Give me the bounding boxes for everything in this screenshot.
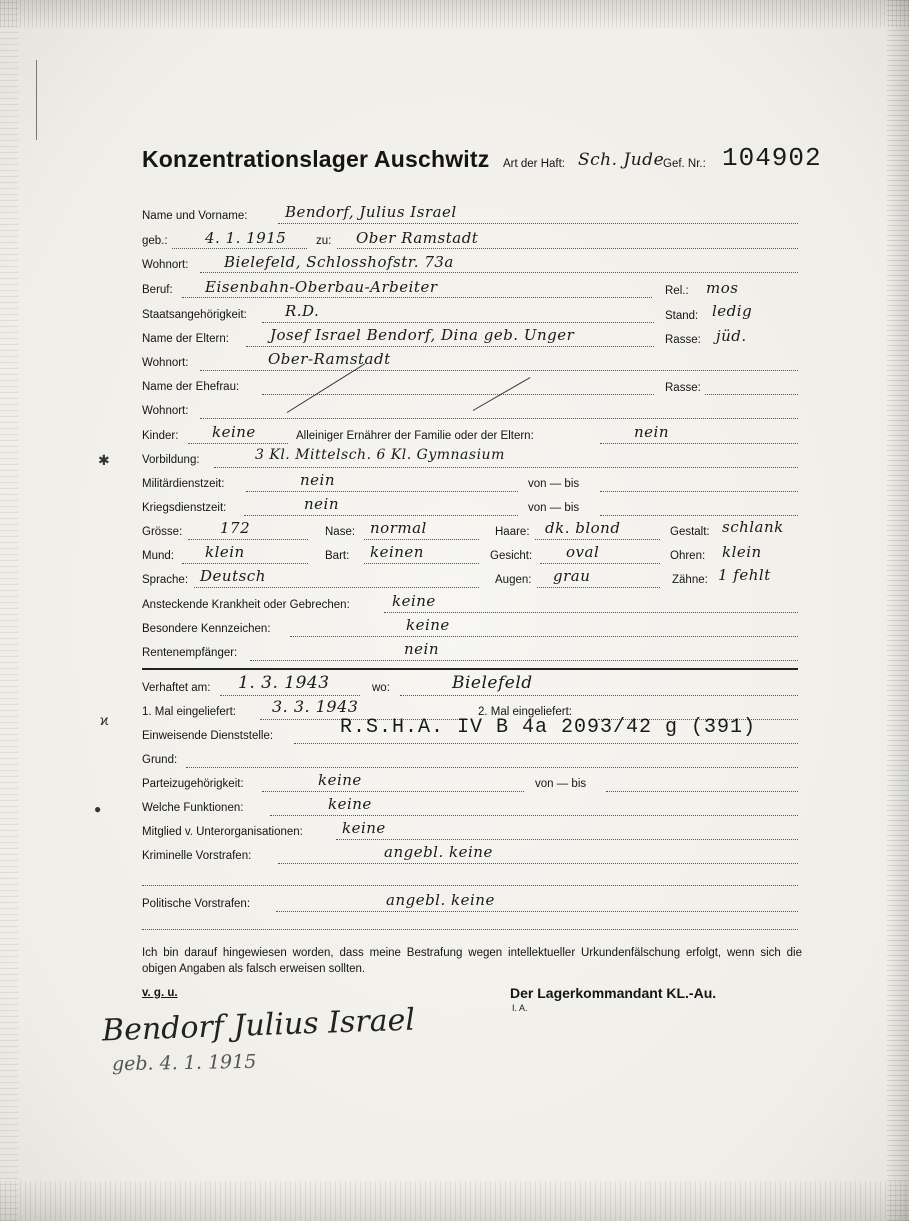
declaration-text: Ich bin darauf hingewiesen worden, dass meine Bestrafung wegen intellektueller Urkundenfälschung erfolgt, wenn sich die obigen Angaben als falsch erweisen sollten.	[142, 947, 802, 975]
ehefrau-wohnort-label: Wohnort:	[142, 405, 189, 417]
dotted-line	[250, 660, 798, 661]
nase-label: Nase:	[325, 526, 356, 538]
dotted-line	[262, 394, 654, 395]
dotted-line	[364, 539, 479, 540]
zu-value: Ober Ramstadt	[356, 229, 479, 247]
margin-mark: ϰ	[100, 712, 109, 728]
dotted-line	[364, 563, 479, 564]
ia-label: I. A.	[512, 1003, 528, 1013]
dotted-line	[194, 587, 479, 588]
militaer-label: Militärdienstzeit:	[142, 478, 225, 490]
vorbildung-label: Vorbildung:	[142, 454, 200, 466]
staats-label: Staatsangehörigkeit:	[142, 309, 247, 321]
bart-label: Bart:	[325, 550, 350, 562]
militaer-von-label: von — bis	[528, 478, 580, 490]
kommandant-label: Der Lagerkommandant KL.-Au.	[510, 985, 717, 1001]
margin-mark: ●	[94, 802, 102, 816]
dotted-line	[278, 223, 798, 224]
verhaftet-value: 1. 3. 1943	[238, 673, 330, 693]
gesicht-label: Gesicht:	[490, 550, 533, 562]
dotted-line	[200, 272, 798, 273]
rasse-label: Rasse:	[665, 334, 701, 346]
dotted-line	[540, 563, 660, 564]
dotted-line	[600, 515, 798, 516]
dotted-line	[336, 839, 798, 840]
dotted-line	[278, 863, 798, 864]
zaehne-label: Zähne:	[672, 574, 708, 586]
dotted-line	[244, 515, 518, 516]
rel-value: mos	[706, 279, 739, 297]
kennzeichen-label: Besondere Kennzeichen:	[142, 623, 271, 635]
grund-label: Grund:	[142, 754, 178, 766]
wo-value: Bielefeld	[452, 673, 533, 693]
eltern-wohnort-label: Wohnort:	[142, 357, 189, 369]
ernaehrer-value: nein	[634, 423, 669, 441]
militaer-value: nein	[300, 471, 335, 489]
krankheit-label: Ansteckende Krankheit oder Gebrechen:	[142, 599, 350, 611]
dotted-line	[200, 370, 798, 371]
wohnort-label: Wohnort:	[142, 259, 189, 271]
ohren-value: klein	[722, 543, 762, 561]
eltern-value: Josef Israel Bendorf, Dina geb. Unger	[270, 326, 575, 344]
signature-birthdate: geb. 4. 1. 1915	[111, 1050, 257, 1076]
augen-value: grau	[553, 567, 591, 585]
margin-line	[36, 60, 37, 140]
section-divider	[142, 668, 798, 670]
mal1-value: 3. 3. 1943	[272, 697, 359, 716]
nase-value: normal	[370, 519, 427, 537]
dotted-line	[537, 587, 660, 588]
margin-mark: ✱	[98, 452, 110, 468]
art-der-haft-value: Sch. Jude	[578, 150, 665, 170]
name-value: Bendorf, Julius Israel	[285, 203, 457, 221]
dotted-line	[276, 911, 798, 912]
dotted-line	[600, 491, 798, 492]
dienststelle-label: Einweisende Dienststelle:	[142, 730, 274, 742]
signature: Bendorf Julius Israel	[101, 1002, 416, 1049]
kennzeichen-value: keine	[406, 616, 450, 634]
verhaftet-label: Verhaftet am:	[142, 682, 211, 694]
dotted-line	[270, 815, 798, 816]
rente-value: nein	[404, 640, 439, 658]
rel-label: Rel.:	[665, 285, 689, 297]
staats-value: R.D.	[285, 302, 320, 320]
scan-noise-bottom	[0, 1181, 909, 1221]
mund-label: Mund:	[142, 550, 174, 562]
krim-label: Kriminelle Vorstrafen:	[142, 850, 252, 862]
art-der-haft-label: Art der Haft:	[503, 158, 565, 170]
vgu-label: v. g. u.	[142, 987, 178, 999]
dotted-line	[337, 248, 798, 249]
beruf-value: Eisenbahn-Oberbau-Arbeiter	[205, 278, 438, 296]
wo-label: wo:	[372, 682, 390, 694]
dotted-line	[400, 695, 798, 696]
eltern-label: Name der Eltern:	[142, 333, 229, 345]
krieg-label: Kriegsdienstzeit:	[142, 502, 227, 514]
gef-nr-label: Gef. Nr.:	[663, 158, 706, 170]
polit-label: Politische Vorstrafen:	[142, 898, 251, 910]
wohnort-value: Bielefeld, Schlosshofstr. 73a	[224, 253, 454, 271]
partei-von-label: von — bis	[535, 778, 587, 790]
bart-value: keinen	[370, 543, 424, 561]
geb-value: 4. 1. 1915	[205, 229, 287, 247]
scan-noise-top	[0, 0, 909, 28]
haare-label: Haare:	[495, 526, 530, 538]
rasse-value: jüd.	[716, 327, 747, 345]
haare-value: dk. blond	[545, 519, 621, 537]
dienststelle-value: R.S.H.A. IV B 4a 2093/42 g (391)	[340, 716, 757, 739]
dotted-line	[290, 636, 798, 637]
krieg-value: nein	[304, 495, 339, 513]
name-label: Name und Vorname:	[142, 210, 248, 222]
gesicht-value: oval	[566, 543, 600, 561]
dotted-line	[535, 539, 660, 540]
ehefrau-label: Name der Ehefrau:	[142, 381, 240, 393]
funktionen-value: keine	[328, 795, 372, 813]
scan-edge-right	[887, 0, 909, 1221]
dotted-line	[600, 443, 798, 444]
dotted-line	[182, 563, 308, 564]
dotted-line	[188, 539, 308, 540]
zu-label: zu:	[316, 235, 332, 247]
dotted-line	[172, 248, 307, 249]
gef-nr-value: 104902	[722, 143, 822, 173]
mitglied-value: keine	[342, 819, 386, 837]
eltern-wohnort-value: Ober-Ramstadt	[268, 350, 391, 368]
partei-value: keine	[318, 771, 362, 789]
dotted-line	[220, 695, 360, 696]
kinder-label: Kinder:	[142, 430, 179, 442]
ohren-label: Ohren:	[670, 550, 706, 562]
mitglied-label: Mitglied v. Unterorganisationen:	[142, 826, 303, 838]
mund-value: klein	[205, 543, 245, 561]
sprache-value: Deutsch	[200, 567, 266, 585]
krankheit-value: keine	[392, 592, 436, 610]
scan-edge-left	[0, 0, 18, 1221]
stand-value: ledig	[712, 302, 753, 320]
form-title: Konzentrationslager Auschwitz	[142, 146, 490, 172]
dotted-line	[188, 443, 288, 444]
dotted-line	[246, 491, 518, 492]
dotted-line	[705, 394, 798, 395]
groesse-label: Grösse:	[142, 526, 183, 538]
mal1-label: 1. Mal eingeliefert:	[142, 706, 236, 718]
sprache-label: Sprache:	[142, 574, 189, 586]
dotted-line	[262, 791, 524, 792]
dotted-line	[214, 467, 798, 468]
gestalt-label: Gestalt:	[670, 526, 710, 538]
rente-label: Rentenempfänger:	[142, 647, 238, 659]
dotted-line	[294, 743, 798, 744]
krieg-von-label: von — bis	[528, 502, 580, 514]
dotted-line	[186, 767, 798, 768]
dotted-line	[142, 929, 798, 930]
kinder-value: keine	[212, 423, 256, 441]
dotted-line	[246, 346, 654, 347]
geb-label: geb.:	[142, 235, 168, 247]
augen-label: Augen:	[495, 574, 532, 586]
gestalt-value: schlank	[722, 518, 784, 536]
dotted-line	[384, 612, 798, 613]
vorbildung-value: 3 Kl. Mittelsch. 6 Kl. Gymnasium	[255, 447, 505, 463]
dotted-line	[200, 418, 798, 419]
stand-label: Stand:	[665, 310, 699, 322]
partei-label: Parteizugehörigkeit:	[142, 778, 244, 790]
ernaehrer-label: Alleiniger Ernährer der Familie oder der Eltern:	[296, 430, 534, 442]
funktionen-label: Welche Funktionen:	[142, 802, 244, 814]
polit-value: angebl. keine	[386, 891, 495, 909]
dotted-line	[262, 322, 654, 323]
zaehne-value: 1 fehlt	[718, 566, 771, 584]
mal2-label: 2. Mal eingeliefert:	[478, 706, 572, 718]
krim-value: angebl. keine	[384, 843, 493, 861]
groesse-value: 172	[220, 519, 251, 537]
dotted-line	[182, 297, 652, 298]
dotted-line	[606, 791, 798, 792]
beruf-label: Beruf:	[142, 284, 173, 296]
ehefrau-rasse-label: Rasse:	[665, 382, 701, 394]
dotted-line	[142, 885, 798, 886]
